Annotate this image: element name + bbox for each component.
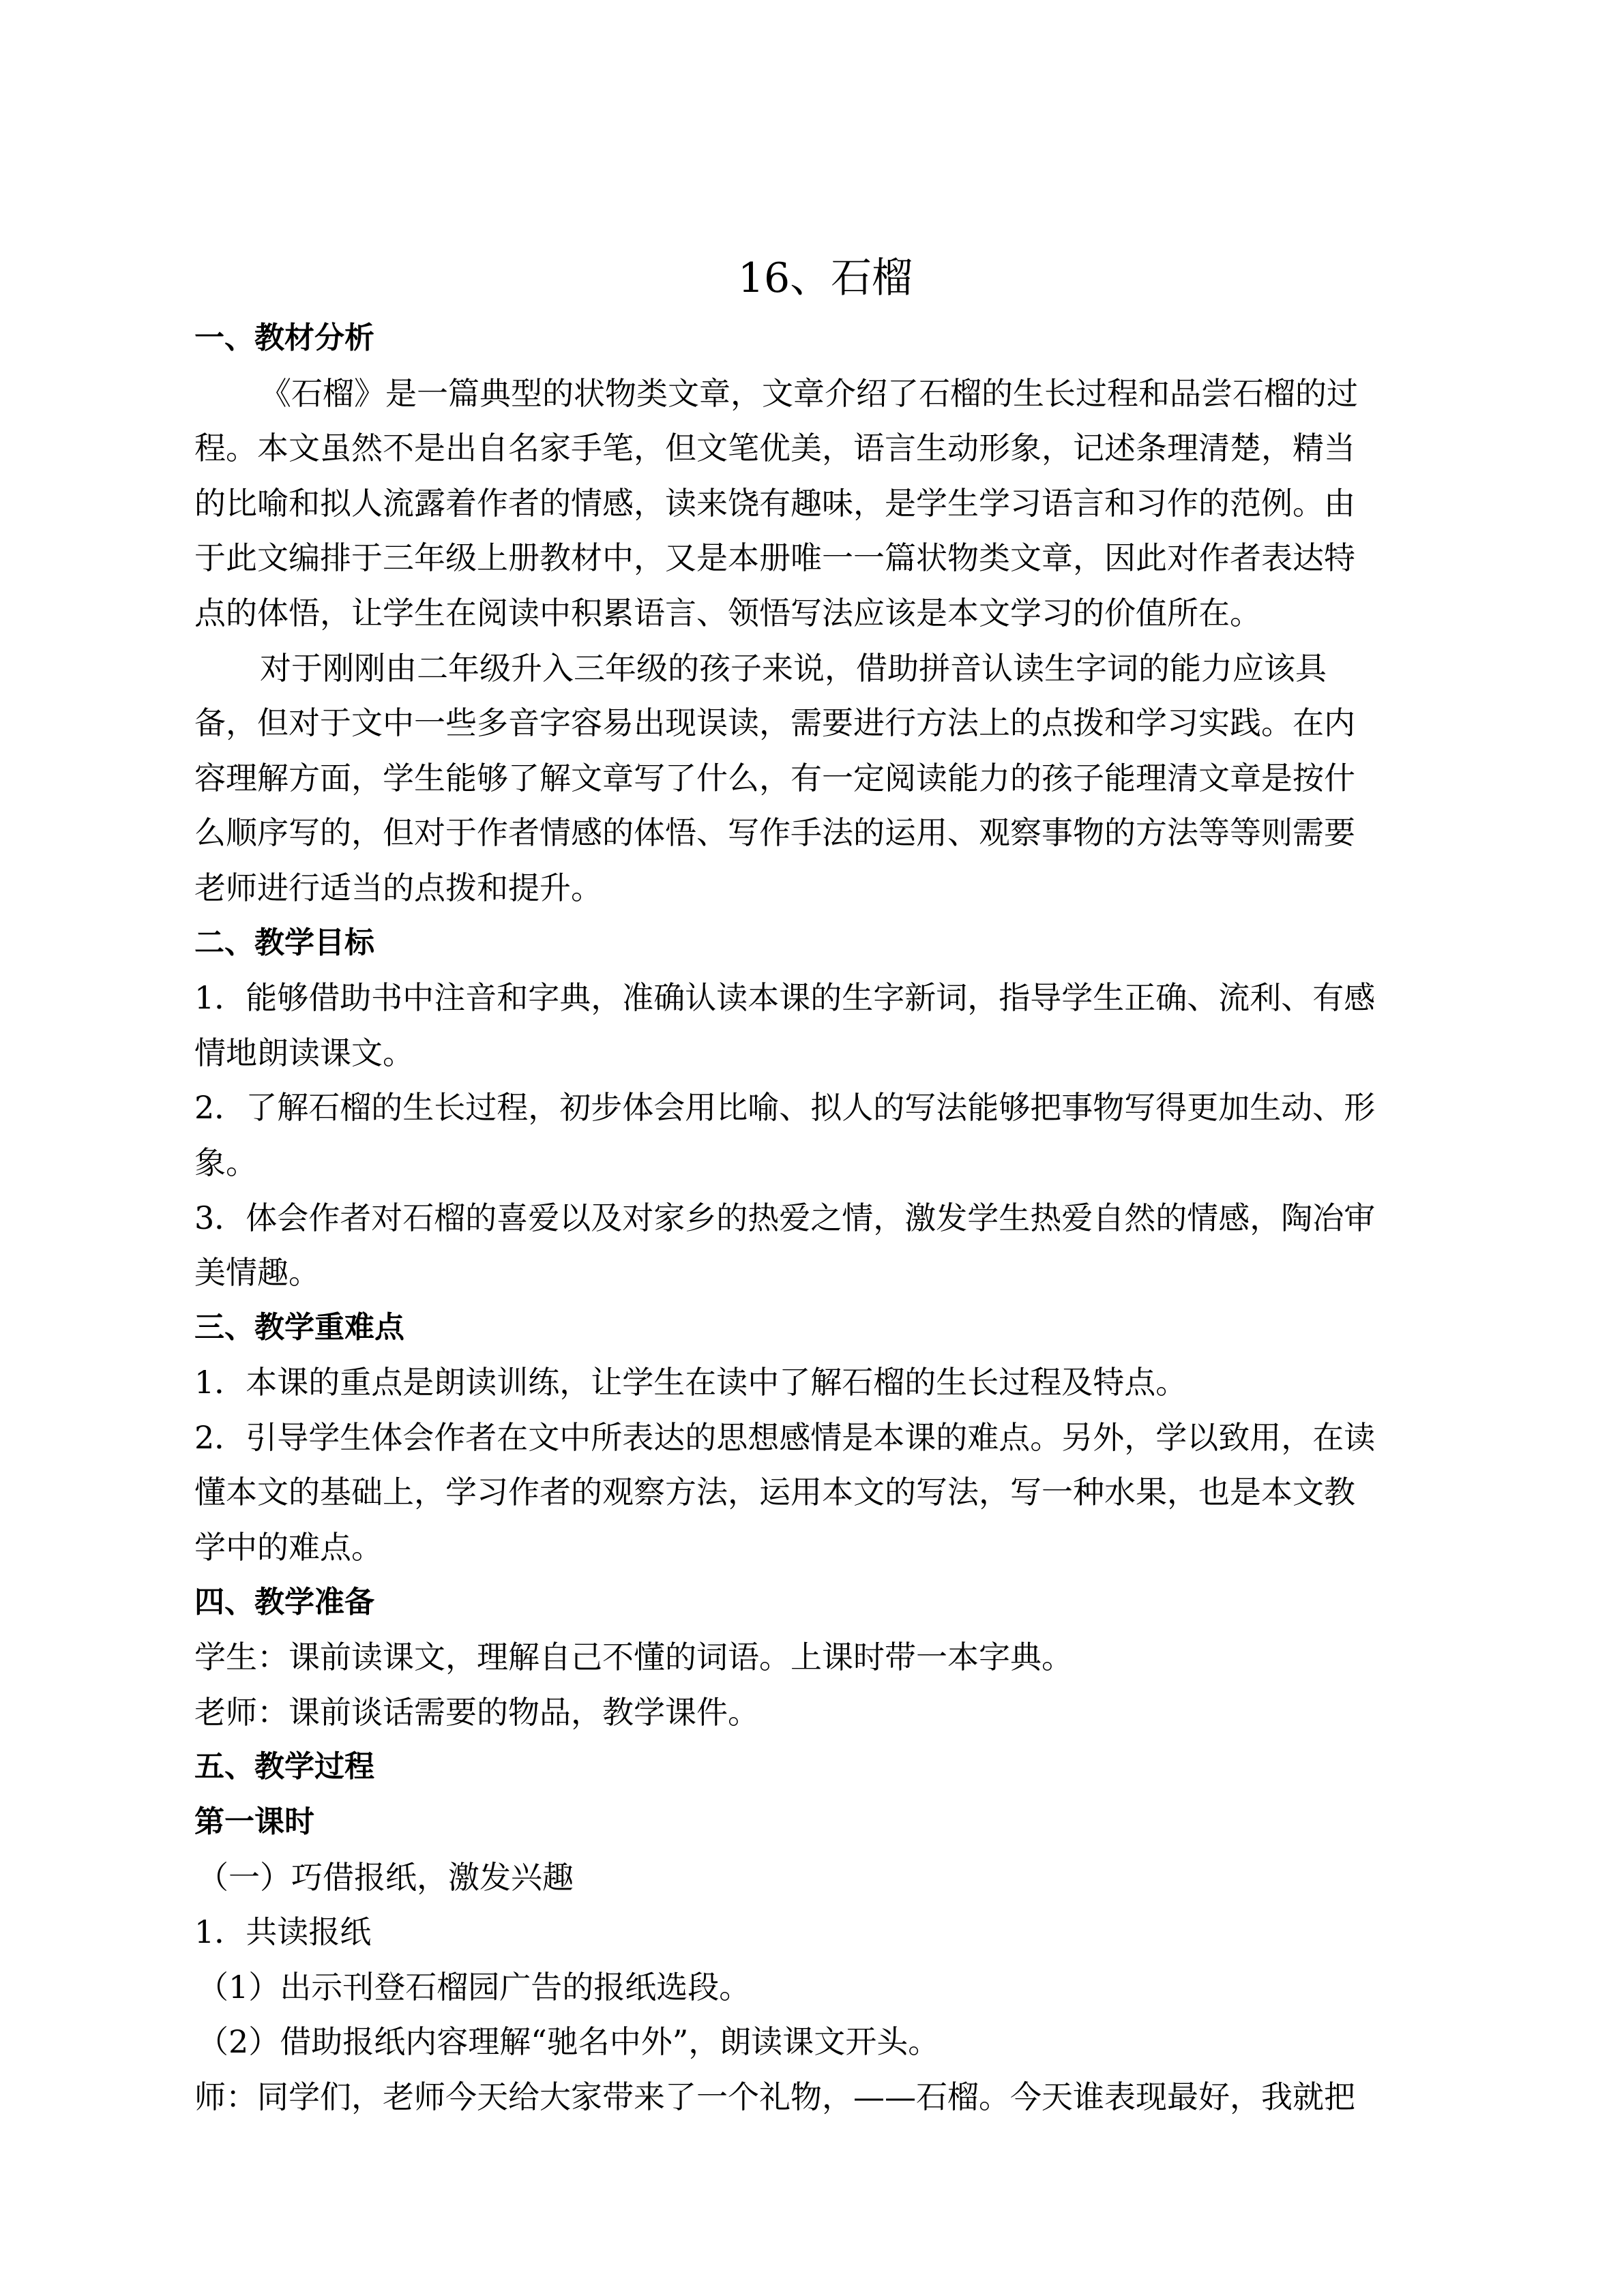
paragraph-line: 老师进行适当的点拨和提升。 xyxy=(194,869,602,906)
paragraph-line: 2．引导学生体会作者在文中所表达的思想感情是本课的难点。另外，学以致用，在读 xyxy=(194,1418,1376,1456)
paragraph-line: 师：同学们，老师今天给大家带来了一个礼物，——石榴。今天谁表现最好，我就把 xyxy=(194,2078,1355,2115)
paragraph-line: 于此文编排于三年级上册教材中，又是本册唯一一篇状物类文章，因此对作者表达特 xyxy=(194,539,1355,577)
paragraph-line: 情地朗读课文。 xyxy=(194,1034,414,1071)
document-body xyxy=(194,311,1429,2125)
page-title: 16、石榴 xyxy=(737,254,913,302)
paragraph-line: 2．了解石榴的生长过程，初步体会用比喻、拟人的写法能够把事物写得更加生动、形 xyxy=(194,1089,1376,1127)
paragraph-line: 学生：课前读课文，理解自己不懂的词语。上课时带一本字典。 xyxy=(194,1639,1073,1676)
paragraph-line: 老师：课前谈话需要的物品，教学课件。 xyxy=(194,1693,759,1731)
paragraph-line: 学中的难点。 xyxy=(194,1529,383,1566)
section-heading: 三、教学重难点 xyxy=(194,1309,404,1345)
section-heading: 一、教材分析 xyxy=(194,320,374,355)
paragraph-line: 备，但对于文中一些多音字容易出现误读，需要进行方法上的点拨和学习实践。在内 xyxy=(194,704,1355,742)
document-page xyxy=(194,245,1429,2125)
paragraph-line: 1．本课的重点是朗读训练，让学生在读中了解石榴的生长过程及特点。 xyxy=(194,1364,1187,1401)
section-heading: 五、教学过程 xyxy=(194,1749,374,1785)
paragraph-line: 1．共读报纸 xyxy=(194,1913,372,1951)
paragraph-line: 么顺序写的，但对于作者情感的体悟、写作手法的运用、观察事物的方法等等则需要 xyxy=(194,814,1355,852)
paragraph-line: 的比喻和拟人流露着作者的情感，读来饶有趣味，是学生学习语言和习作的范例。由 xyxy=(194,484,1355,522)
paragraph-line: （1）出示刊登石榴园广告的报纸选段。 xyxy=(197,1968,751,2006)
paragraph-line: 对于刚刚由二年级升入三年级的孩子来说，借助拼音认读生字词的能力应该具 xyxy=(260,649,1327,687)
paragraph-line: 3．体会作者对石榴的喜爱以及对家乡的热爱之情，激发学生热爱自然的情感，陶冶审 xyxy=(194,1199,1376,1236)
paragraph-line: 美情趣。 xyxy=(194,1254,320,1292)
section-heading: 第一课时 xyxy=(194,1804,314,1840)
paragraph-line: （2）借助报纸内容理解“驰名中外”，朗读课文开头。 xyxy=(197,2023,940,2061)
paragraph-line: 1．能够借助书中注音和字典，准确认读本课的生字新词，指导学生正确、流利、有感 xyxy=(194,979,1376,1017)
paragraph-line: 《石榴》是一篇典型的状物类文章，文章介绍了石榴的生长过程和品尝石榴的过 xyxy=(260,374,1358,412)
paragraph-line: 懂本文的基础上，学习作者的观察方法，运用本文的写法，写一种水果，也是本文教 xyxy=(194,1474,1355,1511)
paragraph-line: 点的体悟，让学生在阅读中积累语言、领悟写法应该是本文学习的价值所在。 xyxy=(194,594,1261,631)
paragraph-line: 程。本文虽然不是出自名家手笔，但文笔优美，语言生动形象，记述条理清楚，精当 xyxy=(194,430,1355,467)
section-heading: 二、教学目标 xyxy=(194,925,374,960)
section-heading: 四、教学准备 xyxy=(194,1584,374,1620)
paragraph-line: （一）巧借报纸，激发兴趣 xyxy=(197,1858,574,1896)
paragraph-line: 容理解方面，学生能够了解文章写了什么，有一定阅读能力的孩子能理清文章是按什 xyxy=(194,759,1355,796)
paragraph-line: 象。 xyxy=(194,1144,257,1181)
